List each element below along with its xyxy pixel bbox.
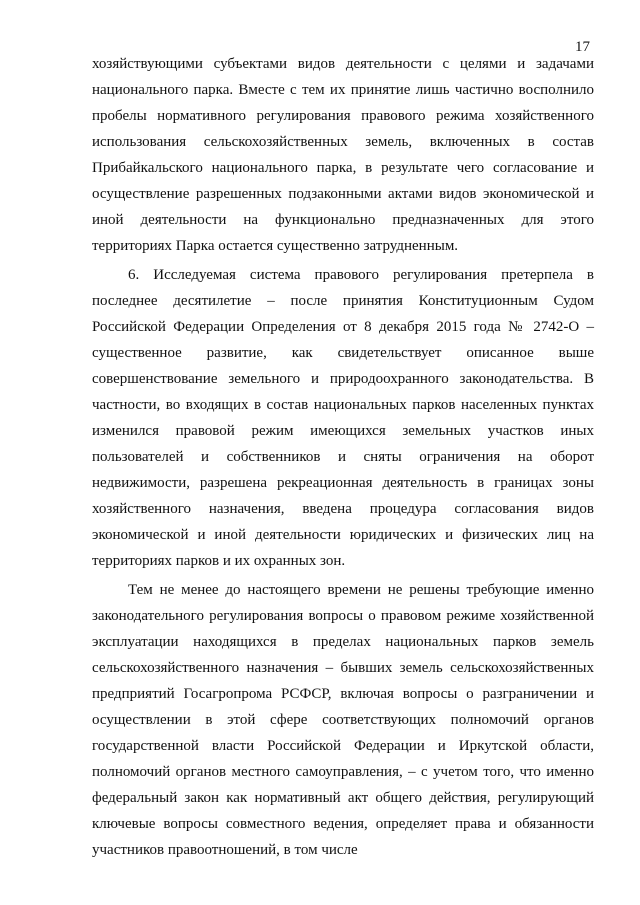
paragraph-item-6: 6. Исследуемая система правового регулирования претерпела в последнее десятилетие – после принятия Конституционным Судом Российской Федерации Определения от 8 декабря 2015 года № 2742-О – существенное развитие, как свидетельствует описанное выше совершенствование земельного и природоохранного законодательства. В частности, во входящих в состав национальных парков населенных пунктах изменился правовой режим имеющихся земельных участков иных пользователей и собственников и сняты ограничения на оборот недвижимости, разрешена рекреационная деятельность в границах зоны хозяйственного назначения, введена процедура согласования видов экономической и иной деятельности юридических и физических лиц на территориях парков и их охранных зон. [92, 267, 594, 569]
document-body [92, 51, 594, 863]
paragraph-continuation: хозяйствующими субъектами видов деятельности с целями и задачами национального парка. Вместе с тем их принятие лишь частично восполнило пробелы нормативного регулирования правового режима хозяйственного использования сельскохозяйственных земель, включенных в состав Прибайкальского национального парка, в результате чего согласование и осуществление разрешенных подзаконными актами видов экономической и иной деятельности на функционально предназначенных для этого территориях Парка остается существенно затрудненным. [92, 56, 594, 254]
paragraph-nevertheless: Тем не менее до настоящего времени не решены требующие именно законодательного регулирования вопросы о правовом режиме хозяйственной эксплуатации находящихся в пределах национальных парков земель сельскохозяйственного назначения – бывших земель сельскохозяйственных предприятий Госагропрома РСФСР, включая вопросы о разграничении и осуществлении в этой сфере соответствующих полномочий органов государственной власти Российской Федерации и Иркутской области, полномочий органов местного самоуправления, – с учетом того, что именно федеральный закон как нормативный акт общего действия, регулирующий ключевые вопросы совместного ведения, определяет права и обязанности участников правоотношений, в том числе [92, 582, 594, 858]
page-number: 17 [575, 39, 590, 55]
